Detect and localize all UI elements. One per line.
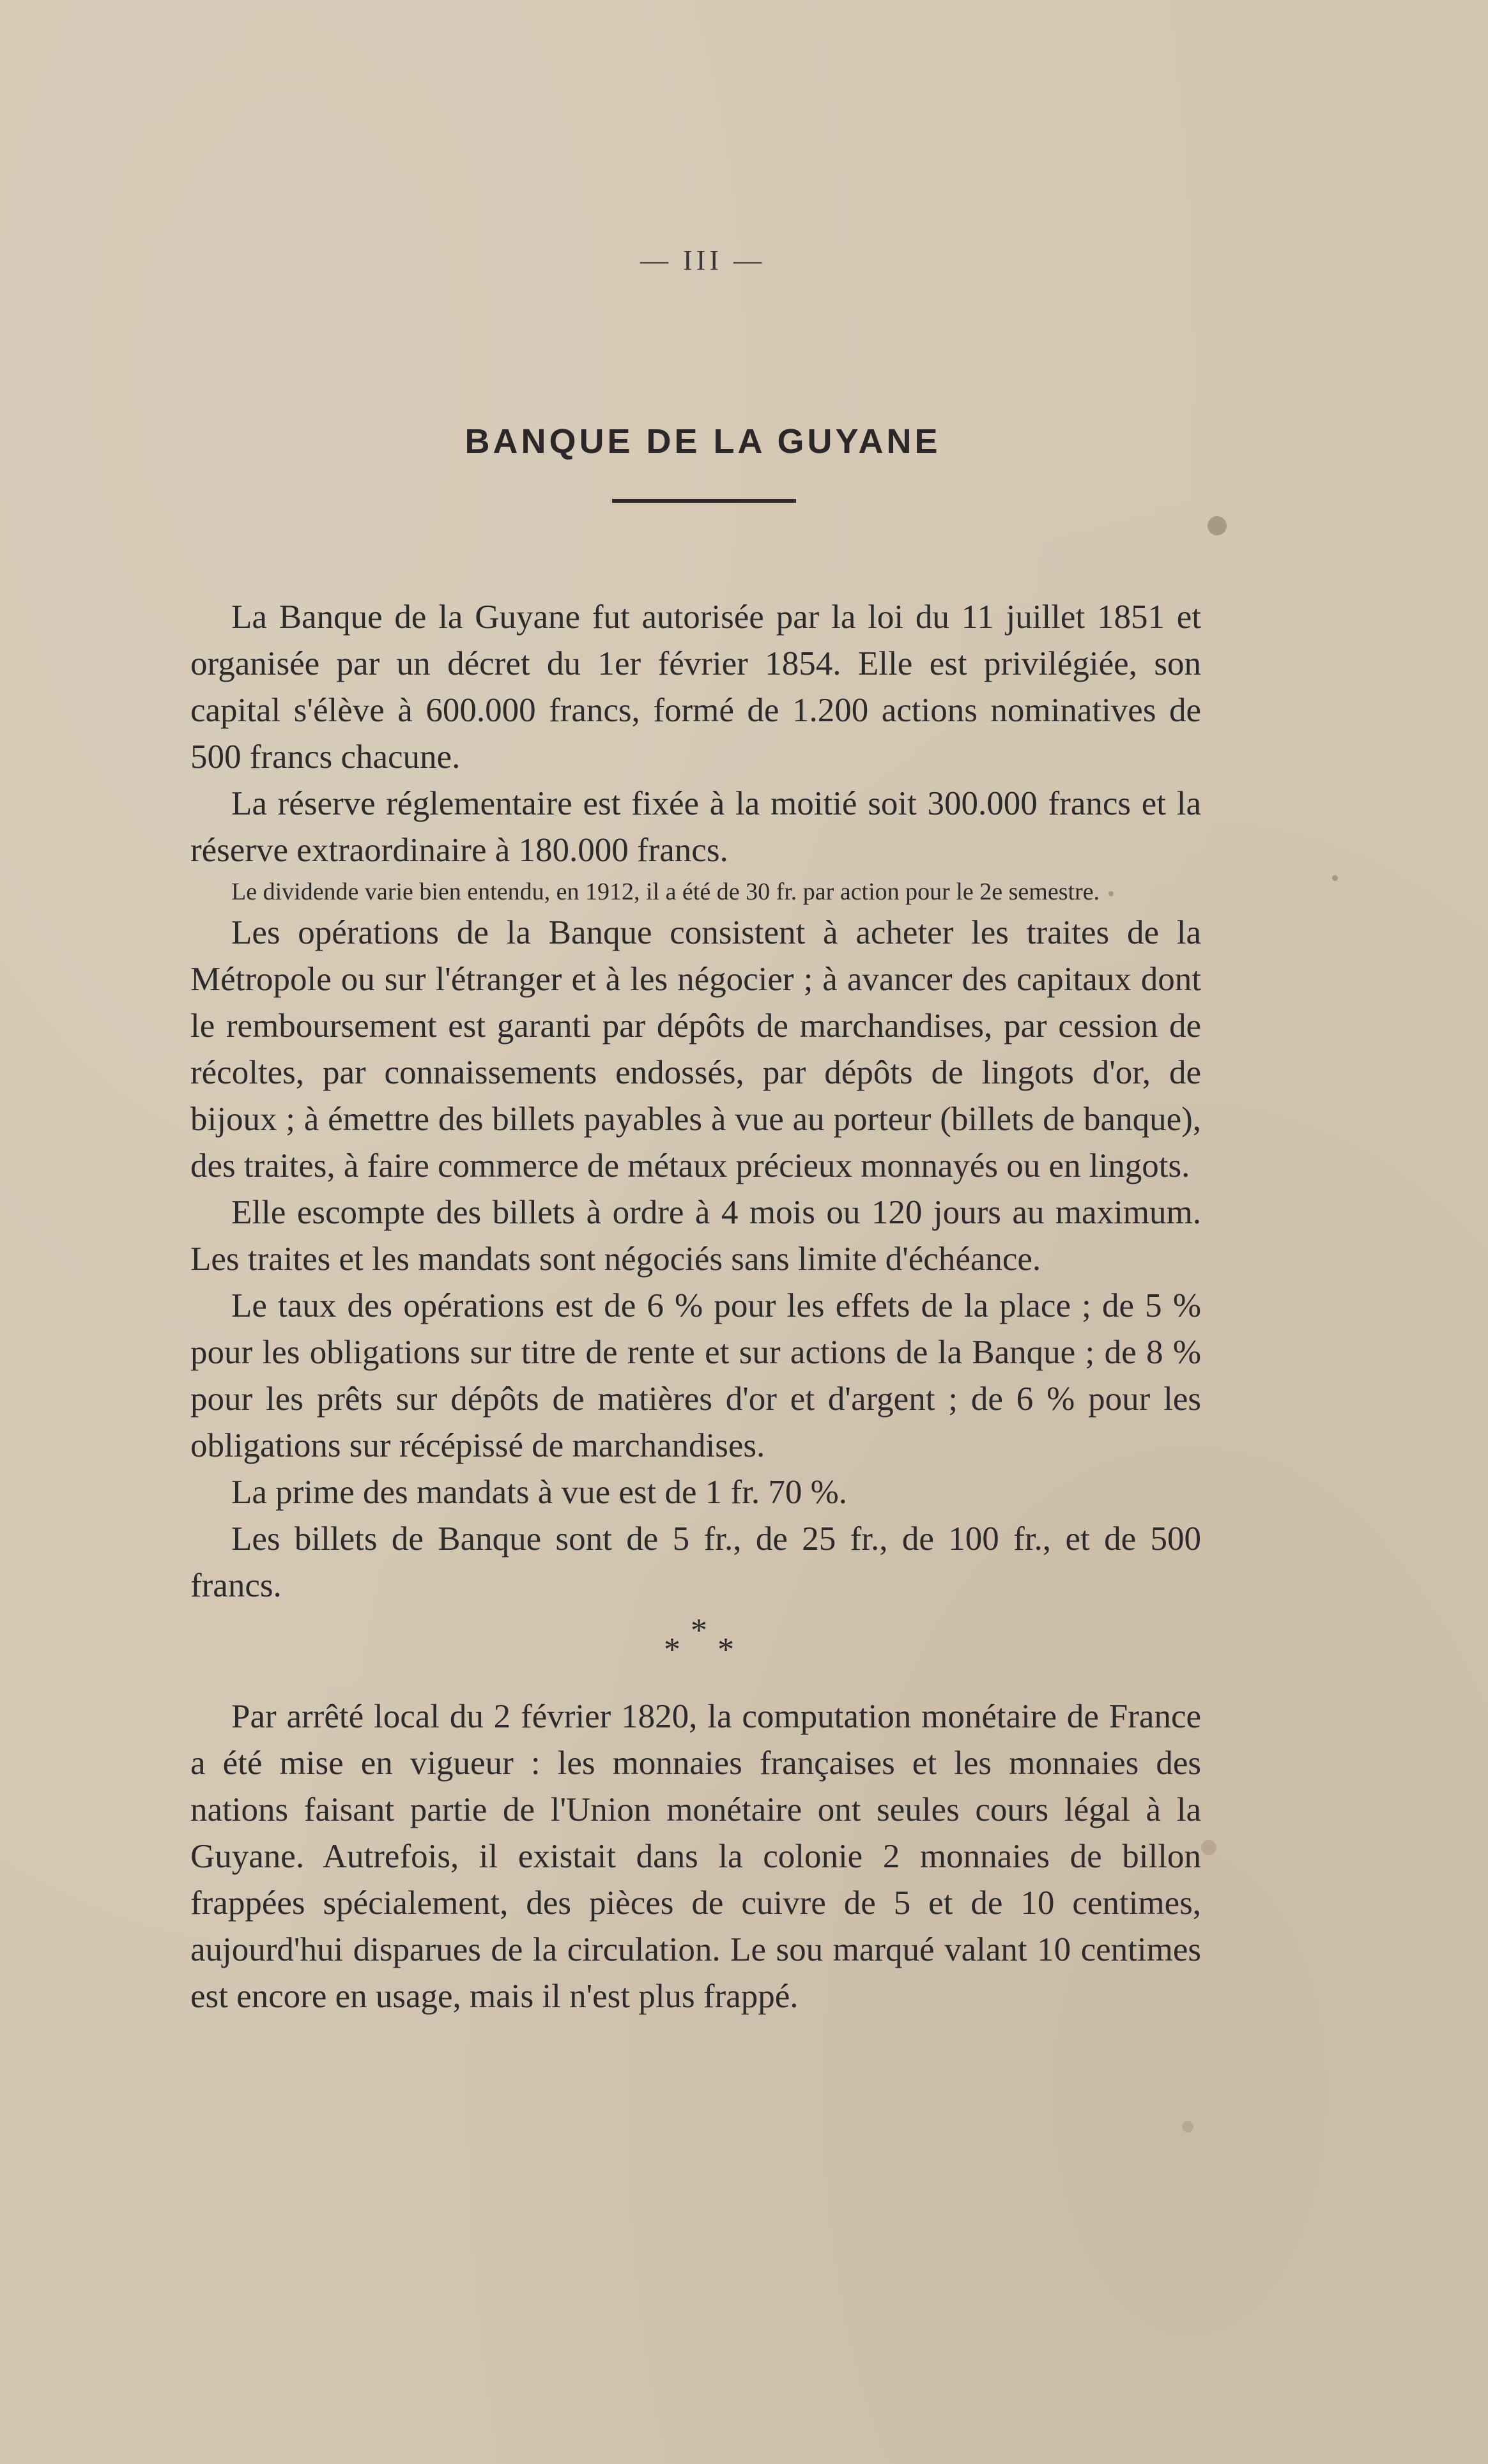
paper-stain (1182, 2121, 1193, 2132)
paragraph-premium: La prime des mandats à vue est de 1 fr. 70 %. (231, 1474, 848, 1511)
paper-stain (1332, 875, 1338, 881)
paper-stain (1108, 891, 1114, 896)
page-number: — III — (640, 245, 765, 276)
paragraph-founding: La Banque de la Guyane fut autorisée par la loi du 11 juillet 1851 et organisée par un décret du 1er février 1854. Elle est privilégiée, son capital s'élève à 600.000 francs, formé de 1.200 actions nominatives de 500 francs chacune. (190, 599, 1201, 776)
paragraph-operations: Les opérations de la Banque consistent à acheter les traites de la Métropole ou sur l'étranger et à les négocier ; à avancer des capitaux dont le remboursement est garanti par dépôts de marchandises, par cession de récoltes, par connaissements endossés, par dépôts de lingots d'or, de bijoux ; à émettre des billets payables à vue au porteur (billets de banque), des traites, à faire commerce de métaux précieux monnayés ou en lingots. (190, 914, 1201, 1184)
paragraph-dividend-note: Le dividende varie bien entendu, en 1912, il a été de 30 fr. par action pour le 2e semestre. (231, 878, 1100, 905)
paragraph-currency: Par arrêté local du 2 février 1820, la computation monétaire de France a été mise en vigueur : les monnaies françaises et les monnaies des nations faisant partie de l'Union monétaire ont seules cours légal à la Guyane. Autrefois, il existait dans la colonie 2 monnaies de billon frappées spécialement, des pièces de cuivre de 5 et de 10 centimes, aujourd'hui disparues de la circulation. Le sou marqué valant 10 centimes est encore en usage, mais il n'est plus frappé. (190, 1698, 1201, 2015)
asterism-star: * (717, 1632, 734, 1668)
asterism-star: * (664, 1632, 680, 1668)
paper-stain (1208, 516, 1227, 535)
page-title: BANQUE DE LA GUYANE (464, 422, 941, 461)
asterism-star: * (691, 1612, 707, 1649)
paragraph-discount: Elle escompte des billets à ordre à 4 mois ou 120 jours au maximum. Les traites et les mandats sont négociés sans limite d'échéance. (190, 1194, 1201, 1278)
paragraph-banknotes: Les billets de Banque sont de 5 fr., de 25 fr., de 100 fr., et de 500 francs. (190, 1520, 1201, 1604)
paragraph-rates: Le taux des opérations est de 6 % pour les effets de la place ; de 5 % pour les obligations sur titre de rente et sur actions de la Banque ; de 8 % pour les prêts sur dépôts de matières d'or et d'argent ; de 6 % pour les obligations sur récépissé de marchandises. (190, 1287, 1201, 1464)
paragraph-reserve: La réserve réglementaire est fixée à la moitié soit 300.000 francs et la réserve extraordinaire à 180.000 francs. (190, 785, 1201, 869)
asterism-separator (190, 1609, 1201, 1694)
body-text (190, 594, 1201, 2020)
title-underline (612, 499, 796, 503)
paper-stain (1201, 1840, 1216, 1855)
